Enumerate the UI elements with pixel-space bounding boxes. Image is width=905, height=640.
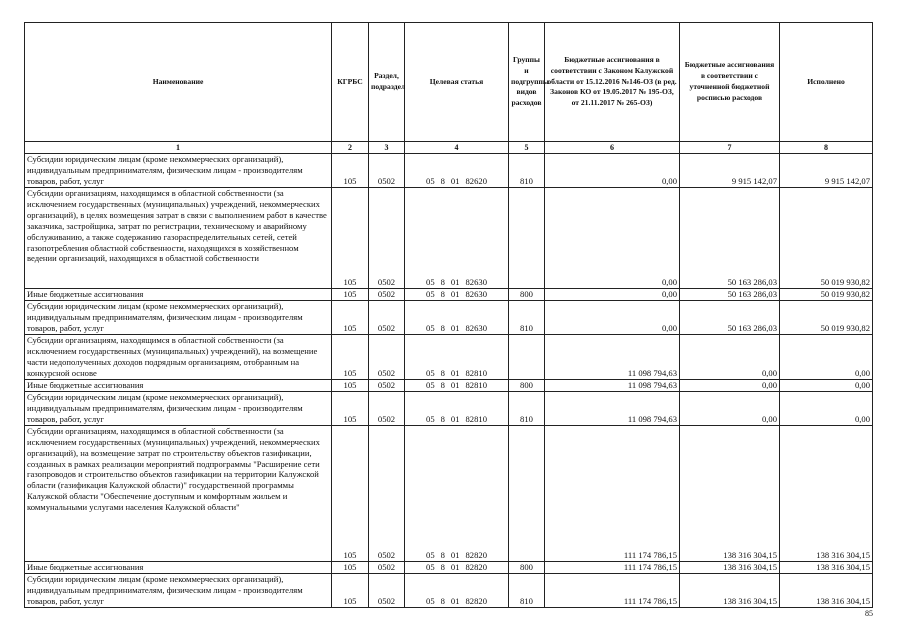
target-code-part: 8 [440, 323, 445, 333]
table-row [25, 334, 873, 379]
target-code-part: 05 [426, 277, 435, 288]
row-section: 0502 [369, 379, 405, 391]
target-code-part: 05 [426, 413, 435, 424]
row-executed: 9 915 142,07 [780, 154, 873, 188]
row-name: Иные бюджетные ассигнования [25, 379, 332, 391]
table-row [25, 573, 873, 607]
target-code [426, 562, 487, 573]
row-kgrbs: 105 [332, 334, 369, 379]
row-kgrbs: 105 [332, 289, 369, 301]
row-refined-allocation: 138 316 304,15 [680, 573, 780, 607]
table-row [25, 154, 873, 188]
target-code [426, 596, 487, 607]
target-code-part: 05 [426, 549, 435, 560]
target-code-part: 01 [450, 176, 460, 187]
target-code-part: 01 [450, 323, 460, 333]
target-code [426, 323, 487, 334]
table-row [25, 300, 873, 334]
row-group: 810 [509, 573, 545, 607]
col-number: 7 [680, 142, 780, 154]
row-name: Субсидии организациям, находящимся в областной собственности (за исключением государственных (муниципальных) учреждений, некоммерческих организаций), в целях возмещения затрат в связи с выполнением работ в качестве заказчика, застройщика, затрат по регистрации, техническому и аварийному обслуживанию, а также содержанию газораспределительных сетей, сетей газопотребления областной собственности, находящихся в хозяйственном ведении организаций, находящихся в областной собственности [25, 188, 332, 289]
header-name: Наименование [25, 23, 332, 142]
row-name: Субсидии организациям, находящимся в областной собственности (за исключением государственных (муниципальных) учреждений, некоммерческих организаций), на возмещение затрат по строительству объектов газификации, созданных в рамках реализации мероприятий подпрограммы "Расширение сети газопроводов и строительство объектов газификации на территории Калужской области (газификация Калужской области)" государственной программы Калужской области "Обеспечение доступным и комфортным жильем и коммунальными услугами населения Калужской области" [25, 425, 332, 561]
column-number-row [25, 142, 873, 154]
row-refined-allocation: 0,00 [680, 379, 780, 391]
target-code-part: 01 [450, 289, 460, 299]
target-code [426, 380, 487, 391]
row-law-allocation: 111 174 786,15 [545, 561, 680, 573]
row-name: Иные бюджетные ассигнования [25, 561, 332, 573]
row-section: 0502 [369, 188, 405, 289]
row-target [405, 573, 509, 607]
row-group: 800 [509, 289, 545, 301]
row-section: 0502 [369, 561, 405, 573]
table-row [25, 561, 873, 573]
row-group [509, 334, 545, 379]
table-row [25, 425, 873, 561]
row-name: Субсидии организациям, находящимся в областной собственности (за исключением государственных (муниципальных) учреждений), на возмещение части недополученных доходов подрядным организациям, отобранным на конкурсной основе [25, 334, 332, 379]
row-refined-allocation: 50 163 286,03 [680, 300, 780, 334]
target-code [426, 368, 487, 379]
target-code-part: 8 [440, 277, 445, 288]
target-code-part: 05 [426, 368, 435, 378]
row-kgrbs: 105 [332, 154, 369, 188]
row-law-allocation: 0,00 [545, 300, 680, 334]
row-executed: 0,00 [780, 391, 873, 425]
row-section: 0502 [369, 573, 405, 607]
row-target [405, 289, 509, 301]
row-section: 0502 [369, 391, 405, 425]
row-refined-allocation: 0,00 [680, 391, 780, 425]
header-kgrbs: КГРБС [332, 23, 369, 142]
row-law-allocation: 0,00 [545, 154, 680, 188]
row-refined-allocation: 138 316 304,15 [680, 425, 780, 561]
row-group [509, 188, 545, 289]
target-code [426, 176, 487, 187]
col-number: 3 [369, 142, 405, 154]
target-code-part: 01 [450, 413, 460, 424]
target-code-part: 82810 [465, 413, 487, 424]
budget-table [24, 22, 873, 608]
header-section: Раздел, подраздел [369, 23, 405, 142]
row-target [405, 188, 509, 289]
target-code [426, 414, 487, 425]
row-executed: 0,00 [780, 379, 873, 391]
row-group [509, 425, 545, 561]
table-row [25, 379, 873, 391]
row-group: 800 [509, 561, 545, 573]
row-kgrbs: 105 [332, 379, 369, 391]
target-code-part: 05 [426, 289, 435, 299]
target-code [426, 277, 487, 288]
target-code-part: 8 [440, 176, 445, 187]
header-refined-allocations: Бюджетные ассигнования в соответствии с уточненной бюджетной росписью расходов [680, 23, 780, 142]
row-kgrbs: 105 [332, 425, 369, 561]
row-section: 0502 [369, 334, 405, 379]
row-law-allocation: 11 098 794,63 [545, 379, 680, 391]
target-code-part: 8 [440, 561, 445, 572]
row-kgrbs: 105 [332, 300, 369, 334]
row-kgrbs: 105 [332, 573, 369, 607]
target-code-part: 01 [450, 277, 460, 288]
target-code-part: 05 [426, 379, 435, 390]
target-code-part: 05 [426, 176, 435, 187]
target-code-part: 82630 [465, 323, 487, 333]
header-target: Целевая статья [405, 23, 509, 142]
row-law-allocation: 0,00 [545, 188, 680, 289]
row-group: 810 [509, 154, 545, 188]
target-code-part: 01 [450, 561, 460, 572]
target-code-part: 8 [440, 368, 445, 378]
row-kgrbs: 105 [332, 391, 369, 425]
row-group: 800 [509, 379, 545, 391]
row-name: Субсидии юридическим лицам (кроме некоммерческих организаций), индивидуальным предпринимателям, физическим лицам - производителям товаров, работ, услуг [25, 573, 332, 607]
row-executed: 50 019 930,82 [780, 289, 873, 301]
row-target [405, 561, 509, 573]
target-code [426, 550, 487, 561]
row-target [405, 379, 509, 391]
row-executed: 138 316 304,15 [780, 573, 873, 607]
row-executed: 138 316 304,15 [780, 425, 873, 561]
target-code-part: 82810 [465, 368, 487, 378]
table-row [25, 289, 873, 301]
header-law-allocations: Бюджетные ассигнования в соответствии с Законом Калужской области от 15.12.2016 №146-ОЗ (в ред. Законов КО от 19.05.2017 № 195-ОЗ, от 21.11.2017 № 265-ОЗ) [545, 23, 680, 142]
target-code-part: 82820 [465, 595, 487, 606]
row-target [405, 425, 509, 561]
row-name: Иные бюджетные ассигнования [25, 289, 332, 301]
target-code-part: 8 [440, 413, 445, 424]
col-number: 6 [545, 142, 680, 154]
header-row [25, 23, 873, 142]
row-executed: 50 019 930,82 [780, 188, 873, 289]
target-code-part: 8 [440, 379, 445, 390]
target-code-part: 8 [440, 289, 445, 299]
row-refined-allocation: 50 163 286,03 [680, 188, 780, 289]
row-kgrbs: 105 [332, 561, 369, 573]
target-code-part: 82820 [465, 549, 487, 560]
target-code-part: 05 [426, 595, 435, 606]
target-code-part: 01 [450, 549, 460, 560]
target-code-part: 01 [450, 595, 460, 606]
row-target [405, 391, 509, 425]
col-number: 8 [780, 142, 873, 154]
target-code-part: 82620 [465, 176, 487, 187]
row-section: 0502 [369, 289, 405, 301]
row-target [405, 334, 509, 379]
target-code-part: 82810 [465, 379, 487, 390]
header-group: Группы и подгруппы видов расходов [509, 23, 545, 142]
row-law-allocation: 11 098 794,63 [545, 391, 680, 425]
row-executed: 138 316 304,15 [780, 561, 873, 573]
target-code-part: 8 [440, 549, 445, 560]
target-code-part: 82630 [465, 289, 487, 299]
table-row [25, 391, 873, 425]
target-code-part: 05 [426, 323, 435, 333]
row-group: 810 [509, 391, 545, 425]
target-code-part: 05 [426, 561, 435, 572]
table-body [25, 154, 873, 608]
row-refined-allocation: 50 163 286,03 [680, 289, 780, 301]
col-number: 4 [405, 142, 509, 154]
row-refined-allocation: 138 316 304,15 [680, 561, 780, 573]
target-code [426, 289, 487, 300]
col-number: 1 [25, 142, 332, 154]
row-law-allocation: 11 098 794,63 [545, 334, 680, 379]
target-code-part: 01 [450, 379, 460, 390]
col-number: 2 [332, 142, 369, 154]
row-law-allocation: 111 174 786,15 [545, 425, 680, 561]
row-target [405, 154, 509, 188]
row-section: 0502 [369, 300, 405, 334]
target-code-part: 82630 [465, 277, 487, 288]
row-section: 0502 [369, 154, 405, 188]
row-name: Субсидии юридическим лицам (кроме некоммерческих организаций), индивидуальным предпринимателям, физическим лицам - производителям товаров, работ, услуг [25, 154, 332, 188]
row-refined-allocation: 0,00 [680, 334, 780, 379]
target-code-part: 82820 [465, 561, 487, 572]
row-executed: 0,00 [780, 334, 873, 379]
row-name: Субсидии юридическим лицам (кроме некоммерческих организаций), индивидуальным предпринимателям, физическим лицам - производителям товаров, работ, услуг [25, 391, 332, 425]
target-code-part: 01 [450, 368, 460, 378]
target-code-part: 8 [440, 595, 445, 606]
row-executed: 50 019 930,82 [780, 300, 873, 334]
row-law-allocation: 111 174 786,15 [545, 573, 680, 607]
row-refined-allocation: 9 915 142,07 [680, 154, 780, 188]
row-name: Субсидии юридическим лицам (кроме некоммерческих организаций), индивидуальным предпринимателям, физическим лицам - производителям товаров, работ, услуг [25, 300, 332, 334]
row-target [405, 300, 509, 334]
row-law-allocation: 0,00 [545, 289, 680, 301]
table-row [25, 188, 873, 289]
header-executed: Исполнено [780, 23, 873, 142]
page-number: 85 [865, 609, 873, 618]
row-kgrbs: 105 [332, 188, 369, 289]
col-number: 5 [509, 142, 545, 154]
row-group: 810 [509, 300, 545, 334]
row-section: 0502 [369, 425, 405, 561]
